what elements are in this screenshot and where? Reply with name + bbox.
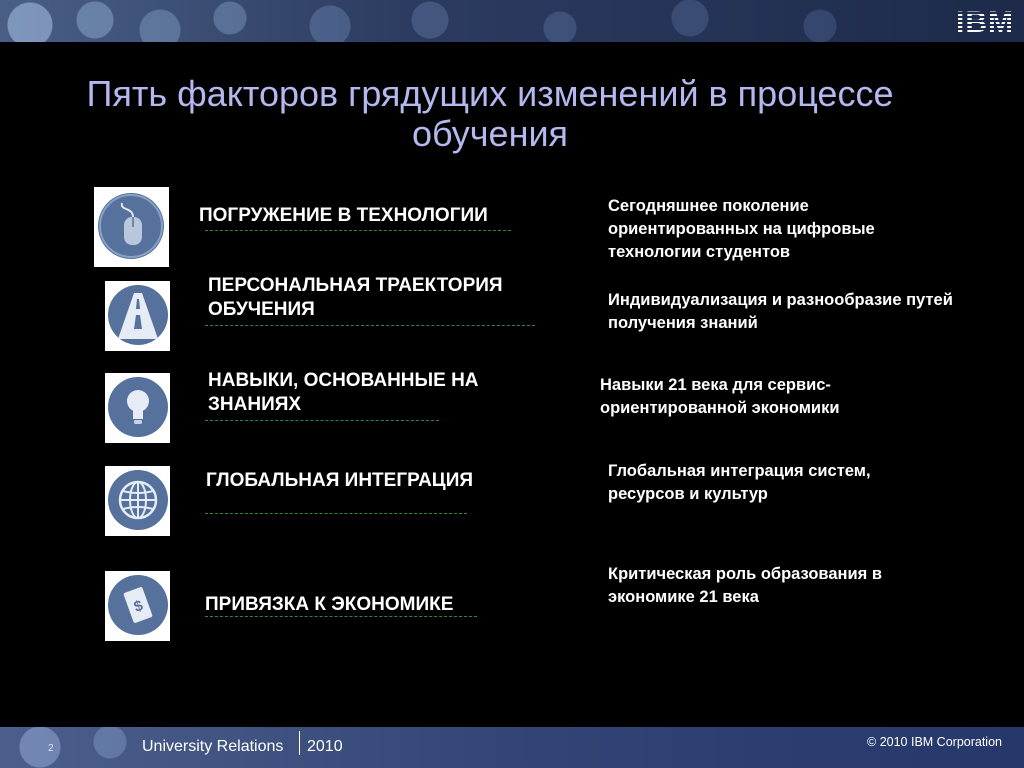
divider [205, 616, 477, 617]
factor-icon-box-4 [105, 466, 170, 536]
factor-label-3: НАВЫКИ, ОСНОВАННЫЕ НА ЗНАНИЯХ [208, 370, 479, 415]
divider [205, 513, 467, 514]
header-bar [0, 0, 1024, 42]
factor-icon-box-1 [94, 187, 169, 267]
divider [205, 420, 439, 421]
slide-title: Пять факторов грядущих изменений в процессе обучения [86, 73, 894, 154]
footer-separator [299, 731, 300, 755]
description-1: Сегодняшнее поколение ориентированных на цифровые технологии студентов [608, 197, 875, 261]
money-icon [108, 575, 168, 635]
svg-text:$: $ [131, 596, 146, 616]
footer-bar [0, 727, 1024, 768]
description-4: Глобальная интеграция систем, ресурсов и культур [608, 462, 871, 503]
mouse-icon [98, 193, 164, 259]
copyright: © 2010 IBM Corporation [867, 735, 1002, 749]
footer-year: 2010 [307, 738, 343, 755]
factor-icon-box-5 [105, 571, 170, 641]
divider [205, 325, 535, 326]
factor-label-5: ПРИВЯЗКА К ЭКОНОМИКЕ [205, 594, 454, 615]
road-icon [108, 285, 168, 345]
divider [205, 230, 511, 231]
factor-icon-box-3 [105, 373, 170, 443]
page-number: 2 [48, 743, 54, 754]
factor-label-2: ПЕРСОНАЛЬНАЯ ТРАЕКТОРИЯ ОБУЧЕНИЯ [208, 275, 503, 320]
footer-department: University Relations [142, 738, 284, 755]
description-3: Навыки 21 века для сервис-ориентированной экономики [600, 376, 840, 417]
ibm-logo: IBM [956, 6, 1014, 39]
description-2: Индивидуализация и разнообразие путей получения знаний [608, 291, 953, 332]
factor-icon-box-2 [105, 281, 170, 351]
factor-label-4: ГЛОБАЛЬНАЯ ИНТЕГРАЦИЯ [206, 470, 474, 491]
lightbulb-icon [108, 377, 168, 437]
description-5: Критическая роль образования в экономике 21 века [608, 565, 882, 606]
globe-icon [108, 470, 168, 530]
factor-label-1: ПОГРУЖЕНИЕ В ТЕХНОЛОГИИ [199, 205, 488, 226]
